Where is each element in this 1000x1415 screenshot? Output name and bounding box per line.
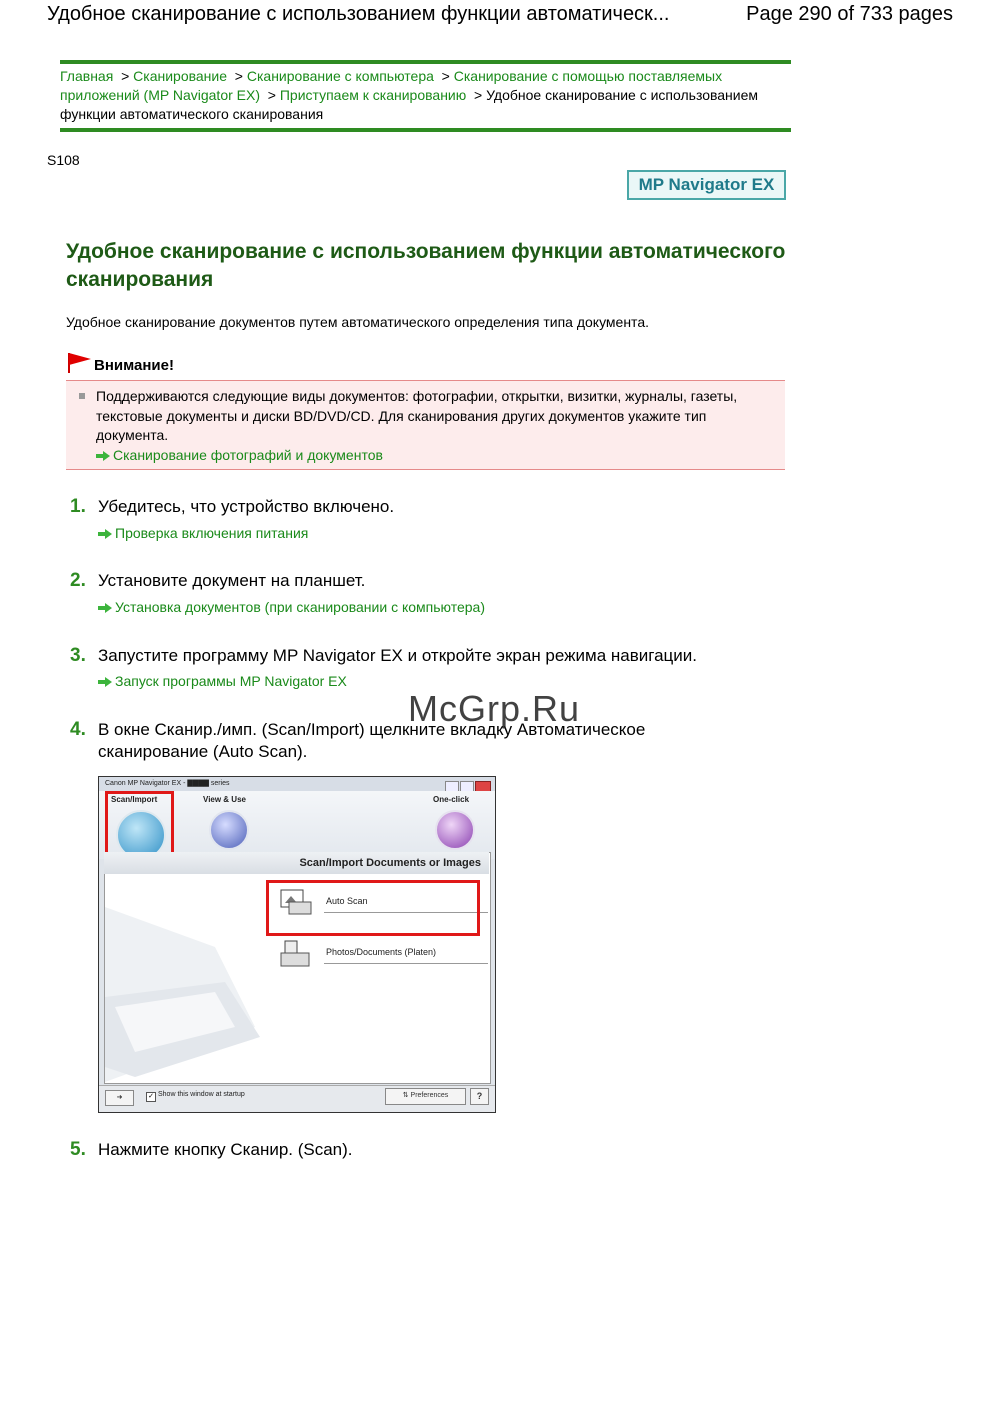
header-title: Удобное сканирование с использованием функции автоматическ... <box>47 3 670 25</box>
step-text: Запустите программу MP Navigator EX и откройте экран режима навигации. <box>98 646 697 665</box>
step-number: 5. <box>70 1139 86 1160</box>
breadcrumb-link-mp-navigator[interactable]: Сканирование с помощью поставляемых приложений (MP Navigator EX) <box>60 68 723 103</box>
warning-text: Поддерживаются следующие виды документов: фотографии, открытки, визитки, журналы, газеты, текстовые документы и диски BD/DVD/CD. Для сканирования других документов укажите тип документа. <box>96 388 738 443</box>
intro-text: Удобное сканирование документов путем автоматического определения типа документа. <box>66 314 649 330</box>
divider-bottom <box>60 128 791 132</box>
page-title: Удобное сканирование с использованием функции автоматического сканирования <box>66 240 786 291</box>
preferences-button[interactable] <box>385 1088 466 1105</box>
startup-checkbox[interactable]: ✓ <box>146 1092 156 1102</box>
preferences-label: Preferences <box>410 1092 449 1099</box>
jump-menu-button[interactable]: ➜ <box>105 1090 134 1106</box>
product-badge: MP Navigator EX <box>627 170 786 200</box>
one-click-icon[interactable] <box>435 810 475 850</box>
view-use-icon[interactable] <box>209 810 249 850</box>
page-indicator: Page 290 of 733 pages <box>746 3 953 25</box>
tab-view-use[interactable]: View & Use <box>203 795 246 804</box>
arrow-right-icon <box>98 677 112 687</box>
highlight-box <box>266 880 480 936</box>
step-text: Убедитесь, что устройство включено. <box>98 497 395 516</box>
preferences-icon: ⇅ <box>402 1092 411 1099</box>
breadcrumb-link-home[interactable]: Главная <box>60 68 114 84</box>
scanner-illustration <box>105 887 265 1082</box>
window-titlebar: Canon MP Navigator EX - ▇▇▇▇ series <box>99 777 495 791</box>
divider-top <box>60 60 791 64</box>
help-button[interactable]: ? <box>470 1088 489 1105</box>
startup-checkbox-label: Show this window at startup <box>158 1091 245 1098</box>
step-link[interactable]: Запуск программы MP Navigator EX <box>115 673 347 689</box>
step-text: Установите документ на планшет. <box>98 571 366 590</box>
tab-scan-import[interactable]: Scan/Import <box>111 795 158 804</box>
breadcrumb-link-getting-started[interactable]: Приступаем к сканированию <box>279 87 467 103</box>
tab-one-click[interactable]: One-click <box>433 795 470 804</box>
step-text: В окне Сканир./имп. (Scan/Import) щелкните вкладку Автоматическое сканирование (Auto Scan). <box>98 720 646 761</box>
warning-heading <box>66 352 174 374</box>
breadcrumb-current: Удобное сканирование с использованием функции автоматического сканирования <box>60 87 759 122</box>
breadcrumb-link-scan-from-pc[interactable]: Сканирование с компьютера <box>246 68 434 84</box>
warning-heading-text: Внимание! <box>94 357 174 374</box>
document-id: S108 <box>47 152 80 168</box>
auto-scan-label[interactable]: Auto Scan <box>326 896 368 906</box>
step-number: 4. <box>70 719 86 740</box>
warning-body <box>96 387 746 465</box>
watermark: McGrp.Ru <box>408 688 581 729</box>
step-number: 3. <box>70 645 86 666</box>
warning-flag-icon <box>66 352 92 374</box>
step-number: 1. <box>70 496 86 517</box>
breadcrumb-link-scanning[interactable]: Сканирование <box>133 68 228 84</box>
step-number: 2. <box>70 570 86 591</box>
breadcrumb: Главная > Сканирование > Сканирование с компьютера > Сканирование с помощью поставляемых приложений (MP Navigator EX) > Приступаем к сканированию > Удобное сканирование с использованием функции автоматического сканирования <box>60 68 759 122</box>
arrow-right-icon <box>98 603 112 613</box>
panel-heading: Scan/Import Documents or Images <box>104 852 489 874</box>
step-text: Нажмите кнопку Сканир. (Scan). <box>98 1140 353 1159</box>
step-link[interactable]: Проверка включения питания <box>115 525 309 541</box>
warning-link[interactable]: Сканирование фотографий и документов <box>113 446 383 463</box>
step-link[interactable]: Установка документов (при сканировании с компьютера) <box>115 599 485 615</box>
arrow-right-icon <box>98 529 112 539</box>
arrow-right-icon <box>96 451 110 461</box>
photos-documents-icon[interactable] <box>279 939 313 969</box>
bullet-icon <box>79 393 85 399</box>
item-divider <box>324 963 488 964</box>
photos-documents-label[interactable]: Photos/Documents (Platen) <box>326 947 437 957</box>
app-screenshot <box>98 776 496 1113</box>
